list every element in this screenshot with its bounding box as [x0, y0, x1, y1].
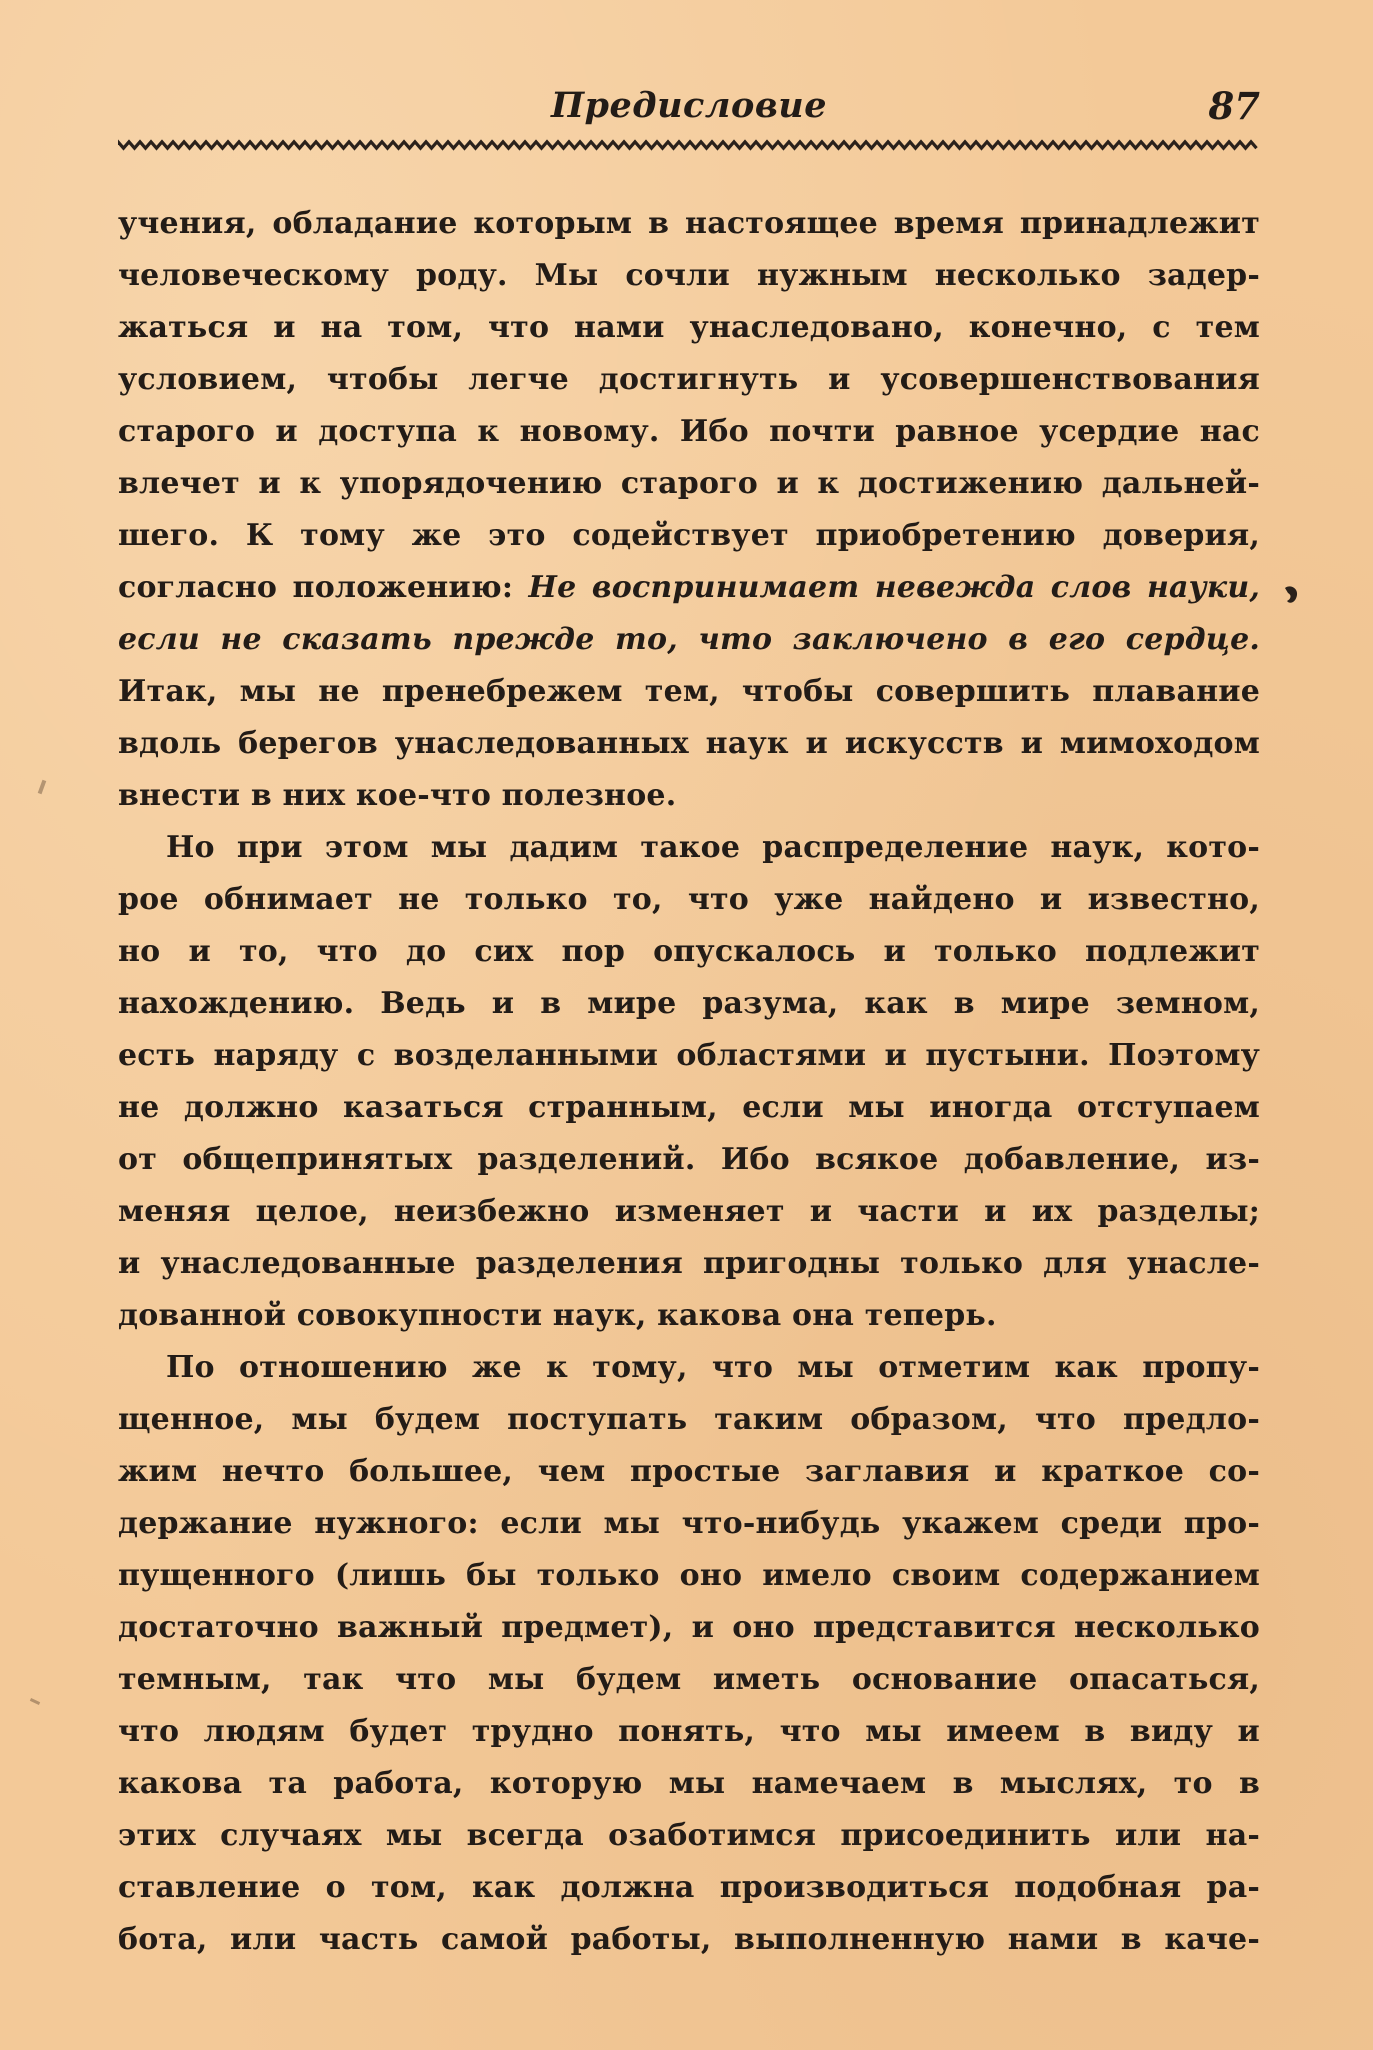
text-line: [118, 718, 1260, 770]
text-line: [118, 1810, 1260, 1862]
text-line-content: старого и доступа к новому. Ибо почти равное усердие нас: [118, 414, 1260, 449]
text-line-content: учения, обладание которым в настоящее время принадлежит: [118, 206, 1260, 241]
text-line: [118, 510, 1260, 562]
text-line-content: По отношению же к тому, что мы отметим как пропу-: [166, 1350, 1260, 1385]
text-line: [118, 1030, 1260, 1082]
text-line-content: какова та работа, которую мы намечаем в мыслях, то в: [118, 1766, 1260, 1801]
text-line-content: внести в них кое-что полезное.: [118, 778, 677, 813]
text-line: [118, 770, 1260, 822]
text-line: [118, 614, 1260, 666]
text-line-content: не должно казаться странным, если мы иногда отступаем: [118, 1090, 1260, 1125]
text-line: [118, 1706, 1260, 1758]
text-line: [118, 1290, 1260, 1342]
text-line: [118, 1238, 1260, 1290]
text-line: [118, 978, 1260, 1030]
text-line-content: рое обнимает не только то, что уже найдено и известно,: [118, 882, 1260, 917]
text-line-content: ставление о том, как должна производиться подобная ра-: [118, 1870, 1260, 1905]
text-line: [118, 198, 1260, 250]
text-line: [118, 1134, 1260, 1186]
text-line-content: но и то, что до сих пор опускалось и только подлежит: [118, 934, 1260, 969]
page-header: [118, 82, 1260, 130]
text-line-content: есть наряду с возделанными областями и пустыни. Поэтому: [118, 1038, 1260, 1073]
text-line-content: Но при этом мы дадим такое распределение наук, кото-: [166, 830, 1260, 865]
text-line: [118, 926, 1260, 978]
text-line-content: и унаследованные разделения пригодны только для унасле-: [118, 1246, 1260, 1281]
text-line: [118, 302, 1260, 354]
text-line: [118, 406, 1260, 458]
page-number: 87: [1208, 84, 1260, 128]
text-line-content: вдоль берегов унаследованных наук и искусств и мимоходом: [118, 726, 1260, 761]
text-line: [118, 1394, 1260, 1446]
text-line-content: жаться и на том, что нами унаследовано, конечно, с тем: [118, 310, 1260, 345]
text-line-content: щенное, мы будем поступать таким образом, что предло-: [118, 1402, 1260, 1437]
text-line-content: условием, чтобы легче достигнуть и усовершенствования: [118, 362, 1260, 397]
text-line: [118, 1654, 1260, 1706]
paragraph: [118, 1342, 1260, 1966]
text-line: [118, 1914, 1260, 1966]
paper-speck: [38, 780, 47, 795]
text-line-content: достаточно важный предмет), и оно представится несколько: [118, 1610, 1260, 1645]
text-line-content: дованной совокупности наук, какова она теперь.: [118, 1298, 997, 1333]
text-line: [118, 1862, 1260, 1914]
text-line: [118, 1082, 1260, 1134]
text-line-content: темным, так что мы будем иметь основание опасаться,: [118, 1662, 1260, 1697]
text-line: [118, 1342, 1260, 1394]
text-line-content: этих случаях мы всегда озаботимся присоединить или на-: [118, 1818, 1260, 1853]
body-text: [118, 198, 1260, 1966]
text-line: [118, 562, 1260, 614]
text-line-content: от общепринятых разделений. Ибо всякое добавление, из-: [118, 1142, 1260, 1177]
text-line: [118, 1602, 1260, 1654]
text-line: [118, 666, 1260, 718]
text-line-content: влечет и к упорядочению старого и к достижению дальней-: [118, 466, 1260, 501]
text-line: [118, 354, 1260, 406]
text-line: [118, 1758, 1260, 1810]
text-line-content: Итак, мы не пренебрежем тем, чтобы совершить плавание: [118, 674, 1260, 709]
text-line: [118, 1550, 1260, 1602]
text-line: [118, 822, 1260, 874]
text-line: [118, 1186, 1260, 1238]
text-line: [118, 1498, 1260, 1550]
paragraph: [118, 198, 1260, 822]
text-line-content: согласно положению:: [118, 570, 529, 605]
text-line-content: меняя целое, неизбежно изменяет и части и их разделы;: [118, 1194, 1260, 1229]
text-line-content: шего. К тому же это содействует приобретению доверия,: [118, 518, 1260, 553]
text-line: [118, 458, 1260, 510]
paper-speck: [30, 1698, 40, 1705]
text-line-content: жим нечто большее, чем простые заглавия и краткое со-: [118, 1454, 1260, 1489]
text-line-content: пущенного (лишь бы только оно имело своим содержанием: [118, 1558, 1260, 1593]
paragraph: [118, 822, 1260, 1342]
text-line-content: держание нужного: если мы что-нибудь укажем среди про-: [118, 1506, 1260, 1541]
decorative-wavy-rule: [118, 138, 1260, 152]
text-line-content: если не сказать прежде то, что заключено в его сердце.: [118, 622, 1260, 657]
text-line: [118, 250, 1260, 302]
ink-blot-mark: [1282, 584, 1300, 606]
text-line: [118, 1446, 1260, 1498]
text-line-content: человеческому роду. Мы сочли нужным несколько задер-: [118, 258, 1260, 293]
running-title: Предисловие: [550, 85, 828, 126]
quoted-italic-text: Не воспринимает невежда слов науки,: [528, 570, 1260, 605]
text-line-content: нахождению. Ведь и в мире разума, как в мире земном,: [118, 986, 1260, 1021]
text-line-content: бота, или часть самой работы, выполненную нами в каче-: [118, 1922, 1260, 1957]
text-line: [118, 874, 1260, 926]
text-line-content: что людям будет трудно понять, что мы имеем в виду и: [118, 1714, 1260, 1749]
